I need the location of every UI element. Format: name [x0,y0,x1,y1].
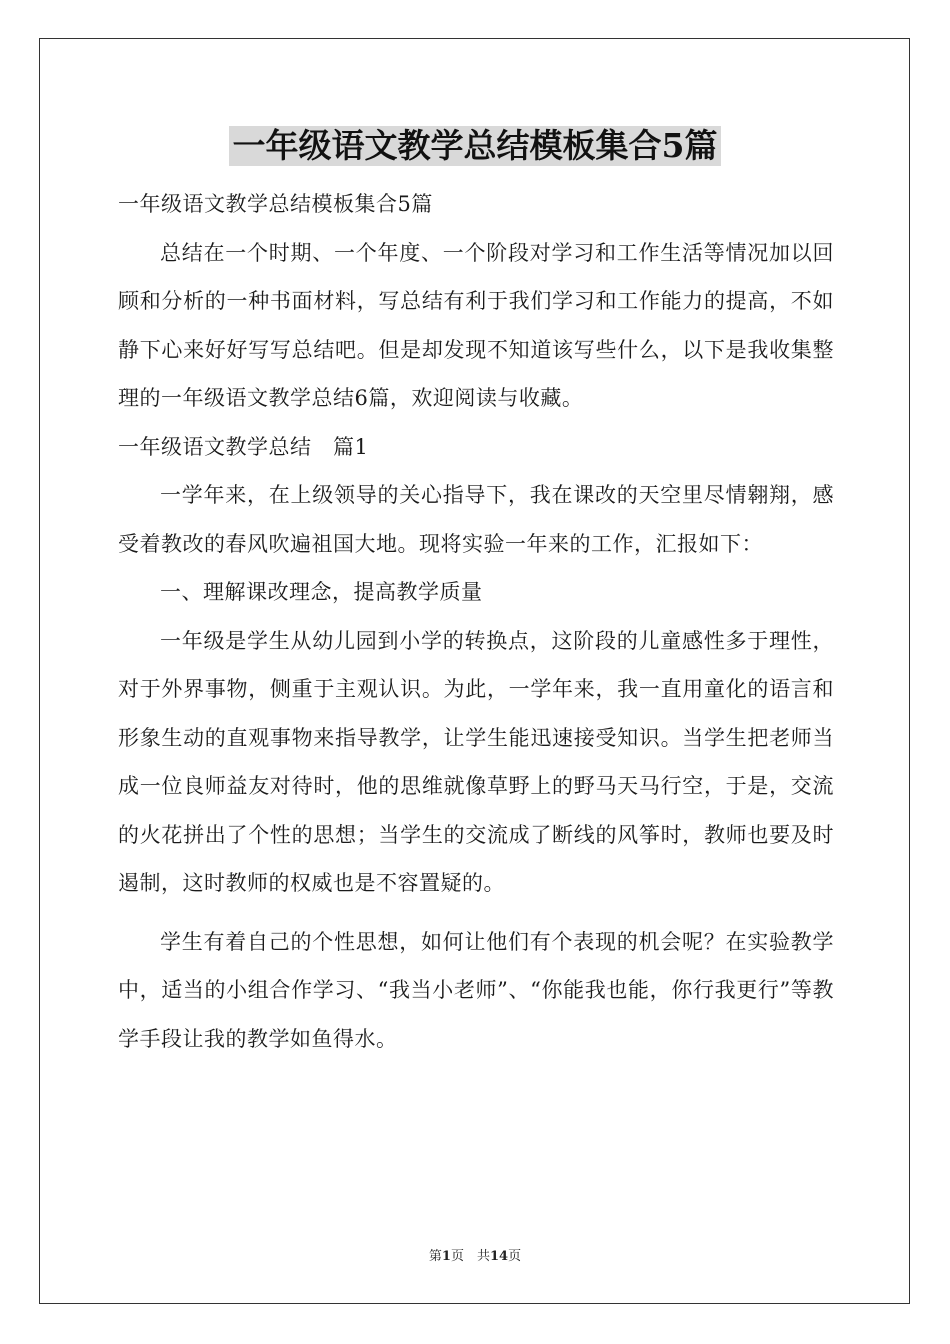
footer-page-suffix: 页 共 [450,1249,490,1264]
footer-page-total: 14 [489,1249,509,1264]
body-paragraph: 学生有着自己的个性思想，如何让他们有个表现的机会呢？在实验教学中，适当的小组合作学习、“我当小老师”、“你能我也能，你行我更行”等教学手段让我的教学如鱼得水。 [118,929,834,1051]
footer-page-current: 1 [441,1249,451,1264]
document-title: 一年级语文教学总结模板集合5篇 [229,126,722,166]
title-container [0,126,950,166]
footer-page-end: 页 [508,1249,522,1264]
footer-page-prefix: 第 [428,1249,442,1264]
body-paragraph: 一学年来，在上级领导的关心指导下，我在课改的天空里尽情翱翔，感受着教改的春风吹遍祖国大地。现将实验一年来的工作，汇报如下： [118,483,834,556]
subsection-heading: 一、理解课改理念，提高教学质量 [160,580,483,604]
body-paragraph: 一年级是学生从幼儿园到小学的转换点，这阶段的儿童感性多于理性，对于外界事物，侧重于主观认识。为此，一学年来，我一直用童化的语言和形象生动的直观事物来指导教学，让学生能迅速接受知识。当学生把老师当成一位良师益友对待时，他的思维就像草野上的野马天马行空，于是，交流的火花拼出了个性的思想；当学生的交流成了断线的风筝时，教师也要及时遏制，这时教师的权威也是不容置疑的。 [118,628,834,895]
document-body [118,180,834,1063]
section-heading: 一年级语文教学总结 篇1 [118,434,369,459]
intro-paragraph: 总结在一个时期、一个年度、一个阶段对学习和工作生活等情况加以回顾和分析的一种书面材料，写总结有利于我们学习和工作能力的提高，不如静下心来好好写写总结吧。但是却发现不知道该写些什么，以下是我收集整理的一年级语文教学总结6篇，欢迎阅读与收藏。 [118,240,834,410]
page-footer [0,1245,950,1264]
subtitle-line: 一年级语文教学总结模板集合5篇 [118,192,433,216]
